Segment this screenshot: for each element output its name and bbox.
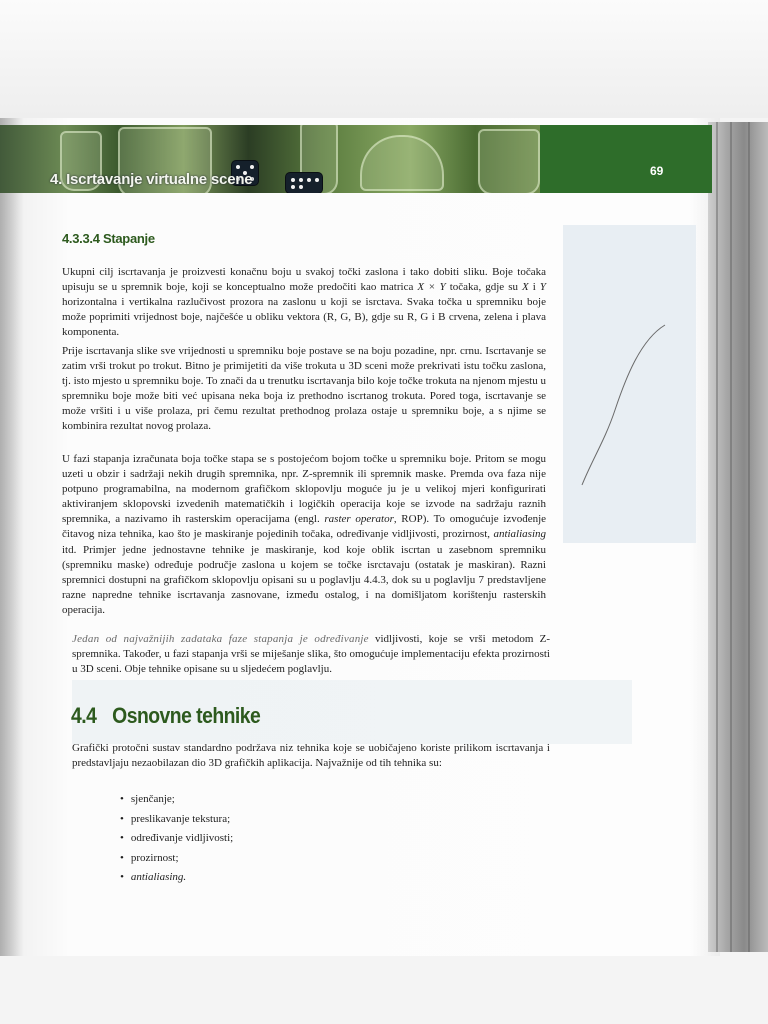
page-gutter-shadow: [0, 118, 24, 956]
list-item: • preslikavanje tekstura;: [120, 810, 233, 830]
scanner-background-top: [0, 0, 768, 118]
blurred-text: Jedan od najvažnijih zadataka faze stapanja je određivanje: [72, 633, 369, 645]
paragraph-4: Jedan od najvažnijih zadataka faze stapanja je određivanje vidljivosti, koje se vrši metodom Z-spremnika. Također, u fazi stapanja vrši se miješanje slika, što omogućuje implementaciju efekta prozirnosti u 3D sceni. Obje tehnike opisane su u sljedećem poglavlju.: [72, 633, 551, 676]
section-heading: [71, 703, 260, 729]
paragraph-3: U fazi stapanja izračunata boja točke stapa se s postojećom bojom točke u spremniku boje. Pritom se mogu uzeti u obzir i sadržaji nekih drugih spremnika, npr. Z-spremnik ili spremnik maske. Premda ova faza nije potpuno programabilna, na modernom grafičkom sklopovlju moguće ju je u velikoj mjeri konfigurirati aktiviranjem sklopovski izvedenih matematičkih i logičkih operacija koje se izvode na sadržaju raznih spremnika, a nazivamo ih rasterskim operacijama (engl. raster operator, ROP). To omogućuje izvođenje čitavog niza tehnika, kao što je maskiranje pojedinih točaka, određivanje vidljivosti, prozirnost, antialiasing itd. Primjer jedne jednostavne tehnike je maskiranje, kod koje oblik iscrtan u zasebnom spremniku (spremniku maske) određuje područje zaslona u kojem se točke isrctavaju (ostatak je maskiran). Razni spremnici dostupni na grafičkom sklopovlju opisani su u poglavlju 4.4.3, dok su u poglavlju 7 predstavljene razne napredne tehnike iscrtavanja zasnovane, između ostalog, i na domišljatom korištenju rasterskih operacija.: [62, 453, 547, 616]
chapter-header-banner: [0, 125, 712, 193]
chapter-title: 4. Iscrtavanje virtualne scene: [50, 171, 253, 188]
subsection-title: 4.3.3.4 Stapanje: [62, 231, 155, 246]
list-item: • antialiasing.: [120, 868, 233, 888]
list-item: • određivanje vidljivosti;: [120, 829, 233, 849]
list-item: • prozirnost;: [120, 849, 233, 869]
section-number: 4.4: [71, 703, 97, 728]
section-intro: Grafički protočni sustav standardno podržava niz tehnika koje se uobičajeno koriste prilikom iscrtavanja i predstavljaju nezaobilazan dio 3D grafičkih aplikacija. Najvažnije od tih tehnika su:: [72, 742, 550, 770]
paragraph-1: Ukupni cilj iscrtavanja je proizvesti konačnu boju u svakoj točki zaslona i tako dobiti sliku. Boje točaka upisuju se u spremnik boje, koji se konceptualno može predočiti kao matrica X × Y točaka, gdje su X i Y horizontalna i vertikalna razlučivost prozora na zaslonu u koji se isrctava. Svaka točka u spremniku boje može poprimiti vrijednost boje, najčešće u obliku vektora (R, G, B), gdje su R, G i B crvena, zelena i plava komponenta.: [62, 266, 546, 339]
pen-stroke-mark: [570, 320, 670, 490]
page-number: 69: [650, 164, 664, 178]
list-item: • sjenčanje;: [120, 790, 233, 810]
book-page-edges: [708, 122, 768, 952]
technique-list: [120, 790, 233, 888]
section-title: Osnovne tehnike: [112, 703, 261, 728]
paragraph-2: Prije iscrtavanja slike sve vrijednosti u spremniku boje postave se na boju pozadine, npr. crnu. Iscrtavanje se zatim vrši trokut po trokut. Bitno je primijetiti da više trokuta u 3D sceni može prekrivati istu točku zaslona, tj. isto mjesto u spremniku boje. To znači da u trenutku iscrtavanja bilo koje točke trokuta na njenom mjestu u spremniku boje može biti već upisana neka boja iz prethodno iscrtanog trokuta. Pored toga, iscrtavanje se može vršiti i u više prolaza, pri čemu rezultat prethodnog prolaza ostaje u spremniku boje, a s njime se kombinira rezultat novog prolaza.: [62, 345, 546, 433]
